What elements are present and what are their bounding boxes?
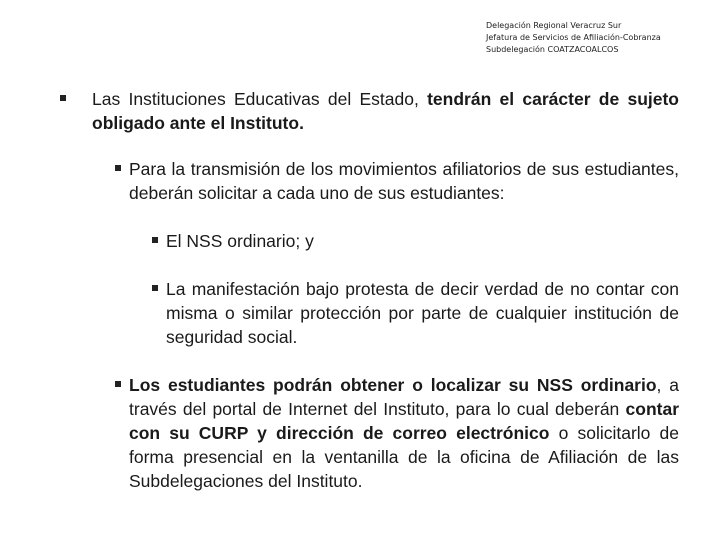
paragraph-nss	[166, 229, 679, 253]
page-header	[486, 20, 661, 56]
paragraph-bold-text: Los estudiantes podrán obtener o localizar su NSS ordinario	[129, 375, 657, 395]
paragraph-bold-text: contar con su CURP y dirección de correo electrónico	[129, 399, 679, 443]
bullet-icon	[115, 165, 121, 171]
paragraph-text: o solicitarlo de forma presencial en la ventanilla de la oficina de Afiliación de las Subdelegaciones del Instituto.	[129, 423, 680, 491]
paragraph-text: Las Instituciones Educativas del Estado,	[92, 89, 428, 109]
paragraph-transmision	[129, 157, 679, 205]
paragraph-estudiantes	[129, 373, 679, 493]
bullet-icon	[60, 95, 66, 101]
bullet-icon	[115, 381, 121, 387]
paragraph-bold-text: tendrán el carácter de sujeto obligado ante el Instituto.	[92, 89, 679, 133]
paragraph-text: La manifestación bajo protesta de decir verdad de no contar con misma o similar protección por parte de cualquier institución de seguridad social.	[166, 279, 679, 347]
bullet-icon	[152, 285, 158, 291]
header-line-delegacion: Delegación Regional Veracruz Sur	[486, 21, 622, 30]
paragraph-text: , a través del portal de Internet del Instituto, para lo cual deberán	[129, 375, 679, 419]
paragraph-manifestacion	[166, 277, 679, 349]
paragraph-text: El NSS ordinario; y	[166, 231, 314, 251]
header-line-jefatura: Jefatura de Servicios de Afiliación-Cobranza	[486, 33, 661, 42]
paragraph-text: Para la transmisión de los movimientos afiliatorios de sus estudiantes, deberán solicitar a cada uno de sus estudiantes:	[129, 159, 679, 203]
header-line-subdelegacion: Subdelegación COATZACOALCOS	[486, 45, 619, 54]
bullet-icon	[152, 237, 158, 243]
paragraph-instituciones	[92, 87, 679, 135]
